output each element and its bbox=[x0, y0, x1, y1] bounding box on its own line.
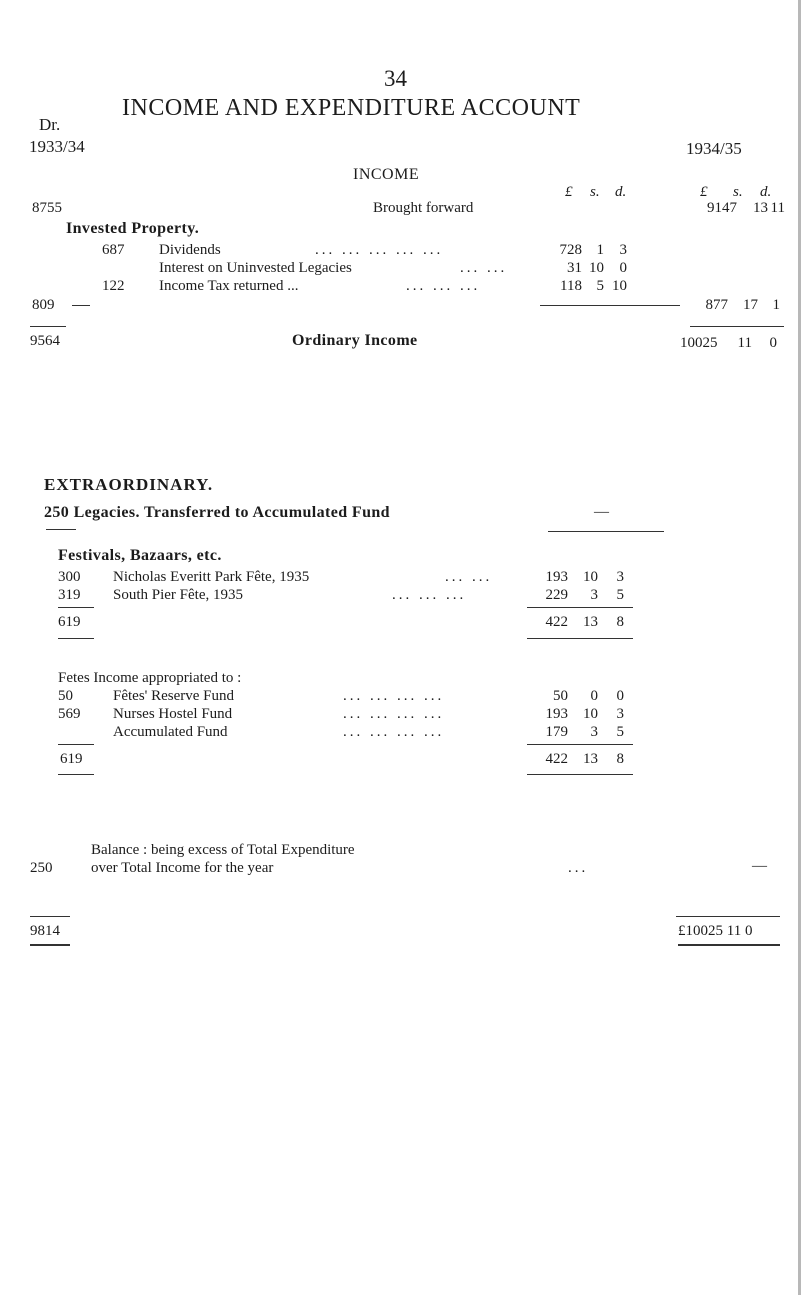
invested-subtotal-shillings: 17 bbox=[743, 297, 758, 313]
appropriation-label-0: Fêtes' Reserve Fund bbox=[113, 688, 235, 704]
festival-total-pence: 8 bbox=[616, 614, 624, 630]
appropriation-dots-0: ... ... ... ... bbox=[343, 688, 445, 704]
invested-dots-2: ... ... ... bbox=[406, 278, 481, 294]
festival-shillings-0: 10 bbox=[583, 569, 598, 585]
festival-prior-0: 300 bbox=[58, 569, 81, 585]
brought-forward-pence: 11 bbox=[770, 200, 785, 216]
balance-line-1: Balance : being excess of Total Expenditure bbox=[91, 842, 355, 858]
invested-pounds-1: 31 bbox=[567, 260, 582, 276]
rule bbox=[548, 531, 664, 532]
festival-dots-0: ... ... bbox=[445, 569, 493, 585]
festival-label-1: South Pier Fête, 1935 bbox=[113, 587, 243, 603]
rule bbox=[527, 607, 633, 608]
festival-total-prior: 619 bbox=[58, 614, 81, 630]
rule bbox=[527, 774, 633, 775]
festival-prior-1: 319 bbox=[58, 587, 81, 603]
section-heading-income: INCOME bbox=[353, 166, 420, 183]
festival-label-0: Nicholas Everitt Park Fête, 1935 bbox=[113, 569, 310, 585]
ordinary-income-label: Ordinary Income bbox=[292, 332, 418, 349]
balance-value: — bbox=[752, 858, 767, 874]
appropriation-pence-0: 0 bbox=[616, 688, 624, 704]
rule bbox=[30, 916, 70, 917]
ordinary-income-pence: 0 bbox=[769, 335, 777, 351]
pence-header: d. bbox=[615, 184, 627, 200]
brought-forward-label: Brought forward bbox=[373, 200, 474, 216]
shillings-header-right: s. bbox=[733, 184, 743, 200]
appropriation-total-pence: 8 bbox=[616, 751, 624, 767]
appropriation-prior-1: 569 bbox=[58, 706, 81, 722]
legacies-label: 250 Legacies. Transferred to Accumulated Fund bbox=[44, 504, 390, 521]
legacies-value: — bbox=[594, 504, 609, 520]
festival-pounds-1: 229 bbox=[545, 587, 568, 603]
invested-prior-0: 687 bbox=[102, 242, 125, 258]
invested-pence-1: 0 bbox=[619, 260, 627, 276]
invested-prior-2: 122 bbox=[102, 278, 125, 294]
appropriation-shillings-1: 10 bbox=[583, 706, 598, 722]
appropriation-shillings-2: 3 bbox=[590, 724, 598, 740]
invested-property-heading: Invested Property. bbox=[66, 220, 200, 237]
page-title: INCOME AND EXPENDITURE ACCOUNT bbox=[122, 95, 581, 121]
invested-pounds-2: 118 bbox=[560, 278, 582, 294]
brought-forward-prior: 8755 bbox=[32, 200, 62, 216]
page-number: 34 bbox=[384, 66, 407, 91]
rule bbox=[72, 305, 90, 306]
pence-header-right: d. bbox=[760, 184, 772, 200]
balance-line-2: over Total Income for the year bbox=[91, 860, 274, 876]
appropriation-label-1: Nurses Hostel Fund bbox=[113, 706, 233, 722]
appropriation-total-shillings: 13 bbox=[583, 751, 598, 767]
ordinary-income-shillings: 11 bbox=[737, 335, 752, 351]
pounds-header-right: £ bbox=[700, 184, 708, 200]
appropriation-pence-2: 5 bbox=[616, 724, 624, 740]
ordinary-income-prior: 9564 bbox=[30, 333, 60, 349]
rule bbox=[58, 607, 94, 608]
extraordinary-heading: EXTRAORDINARY. bbox=[44, 475, 214, 494]
appropriation-prior-0: 50 bbox=[58, 688, 73, 704]
invested-shillings-0: 1 bbox=[596, 242, 604, 258]
invested-subtotal-pounds: 877 bbox=[705, 297, 728, 313]
current-year-header: 1934/35 bbox=[686, 139, 742, 158]
festival-dots-1: ... ... ... bbox=[392, 587, 467, 603]
invested-pounds-0: 728 bbox=[559, 242, 582, 258]
invested-label-1: Interest on Uninvested Legacies bbox=[159, 260, 352, 276]
invested-label-2: Income Tax returned ... bbox=[159, 278, 299, 294]
festival-pence-1: 5 bbox=[616, 587, 624, 603]
appropriation-total-pounds: 422 bbox=[545, 751, 568, 767]
grand-total-value: £10025 11 0 bbox=[678, 923, 753, 939]
appropriation-pounds-2: 179 bbox=[545, 724, 568, 740]
festivals-heading: Festivals, Bazaars, etc. bbox=[58, 547, 222, 564]
rule bbox=[678, 944, 780, 946]
rule bbox=[527, 638, 633, 639]
invested-dots-1: ... ... bbox=[460, 260, 508, 276]
rule bbox=[46, 529, 76, 530]
rule bbox=[30, 944, 70, 946]
festival-total-pounds: 422 bbox=[545, 614, 568, 630]
invested-dots-0: ... ... ... ... ... bbox=[315, 242, 444, 258]
appropriation-shillings-0: 0 bbox=[590, 688, 598, 704]
invested-shillings-2: 5 bbox=[596, 278, 604, 294]
brought-forward-shillings: 13 bbox=[753, 200, 768, 216]
rule bbox=[58, 638, 94, 639]
festival-total-shillings: 13 bbox=[583, 614, 598, 630]
appropriation-total-prior: 619 bbox=[60, 751, 83, 767]
shillings-header: s. bbox=[590, 184, 600, 200]
rule bbox=[690, 326, 784, 327]
festival-shillings-1: 3 bbox=[590, 587, 598, 603]
rule bbox=[527, 744, 633, 745]
invested-shillings-1: 10 bbox=[589, 260, 604, 276]
invested-subtotal-prior: 809 bbox=[32, 297, 55, 313]
ordinary-income-pounds: 10025 bbox=[680, 335, 718, 351]
invested-pence-0: 3 bbox=[619, 242, 627, 258]
appropriation-heading: Fetes Income appropriated to : bbox=[58, 670, 242, 686]
balance-prior: 250 bbox=[30, 860, 53, 876]
invested-subtotal-pence: 1 bbox=[772, 297, 780, 313]
appropriation-dots-2: ... ... ... ... bbox=[343, 724, 445, 740]
appropriation-pounds-1: 193 bbox=[545, 706, 568, 722]
rule bbox=[676, 916, 780, 917]
rule bbox=[540, 305, 680, 306]
rule bbox=[58, 744, 94, 745]
invested-label-0: Dividends bbox=[159, 242, 221, 258]
rule bbox=[30, 326, 66, 327]
grand-total-prior: 9814 bbox=[30, 923, 60, 939]
festival-pence-0: 3 bbox=[616, 569, 624, 585]
prior-year-header: 1933/34 bbox=[29, 137, 85, 156]
brought-forward-pounds: 9147 bbox=[707, 200, 737, 216]
dr-label: Dr. bbox=[39, 115, 61, 134]
appropriation-pence-1: 3 bbox=[616, 706, 624, 722]
invested-pence-2: 10 bbox=[612, 278, 627, 294]
rule bbox=[58, 774, 94, 775]
appropriation-dots-1: ... ... ... ... bbox=[343, 706, 445, 722]
balance-dots: ... bbox=[568, 860, 589, 876]
festival-pounds-0: 193 bbox=[545, 569, 568, 585]
pounds-header: £ bbox=[565, 184, 573, 200]
appropriation-pounds-0: 50 bbox=[553, 688, 568, 704]
appropriation-label-2: Accumulated Fund bbox=[113, 724, 228, 740]
